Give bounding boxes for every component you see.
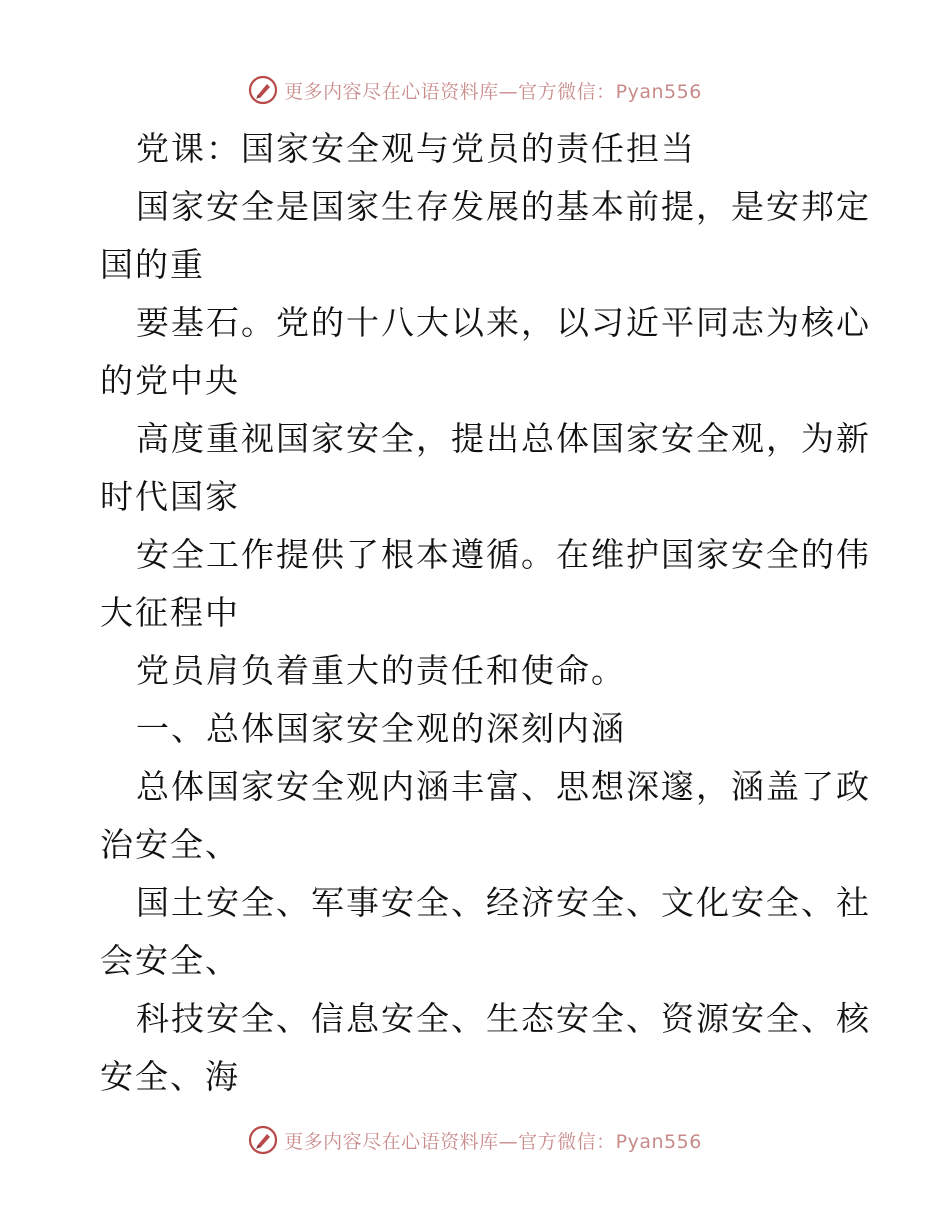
paragraph-line: 安全、海	[100, 1057, 240, 1096]
pen-seal-logo-icon	[248, 75, 278, 105]
header-banner	[0, 70, 950, 110]
paragraph-line: 会安全、	[100, 941, 240, 980]
footer-banner-text: 更多内容尽在心语资料库—官方微信：Pyan556	[284, 1130, 702, 1153]
document-title: 党课：国家安全观与党员的责任担当	[136, 129, 696, 168]
paragraph-line: 国家安全是国家生存发展的基本前提，是安邦定	[136, 187, 871, 226]
paragraph-line: 治安全、	[100, 825, 240, 864]
paragraph-line: 高度重视国家安全，提出总体国家安全观，为新	[136, 419, 871, 458]
section-heading: 一、总体国家安全观的深刻内涵	[136, 709, 626, 748]
paragraph-line: 时代国家	[100, 477, 240, 516]
paragraph-line: 要基石。党的十八大以来，以习近平同志为核心	[136, 303, 871, 342]
paragraph-line: 安全工作提供了根本遵循。在维护国家安全的伟	[136, 535, 871, 574]
paragraph-line: 总体国家安全观内涵丰富、思想深邃，涵盖了政	[136, 767, 871, 806]
document-body	[100, 120, 871, 1106]
header-banner-text: 更多内容尽在心语资料库—官方微信：Pyan556	[284, 80, 702, 103]
paragraph-line: 党员肩负着重大的责任和使命。	[136, 651, 626, 690]
paragraph-line: 科技安全、信息安全、生态安全、资源安全、核	[136, 999, 871, 1038]
footer-banner	[0, 1120, 950, 1160]
paragraph-line: 国的重	[100, 245, 205, 284]
paragraph-line: 国土安全、军事安全、经济安全、文化安全、社	[136, 883, 871, 922]
paragraph-line: 大征程中	[100, 593, 240, 632]
pen-seal-logo-icon	[248, 1125, 278, 1155]
paragraph-line: 的党中央	[100, 361, 240, 400]
